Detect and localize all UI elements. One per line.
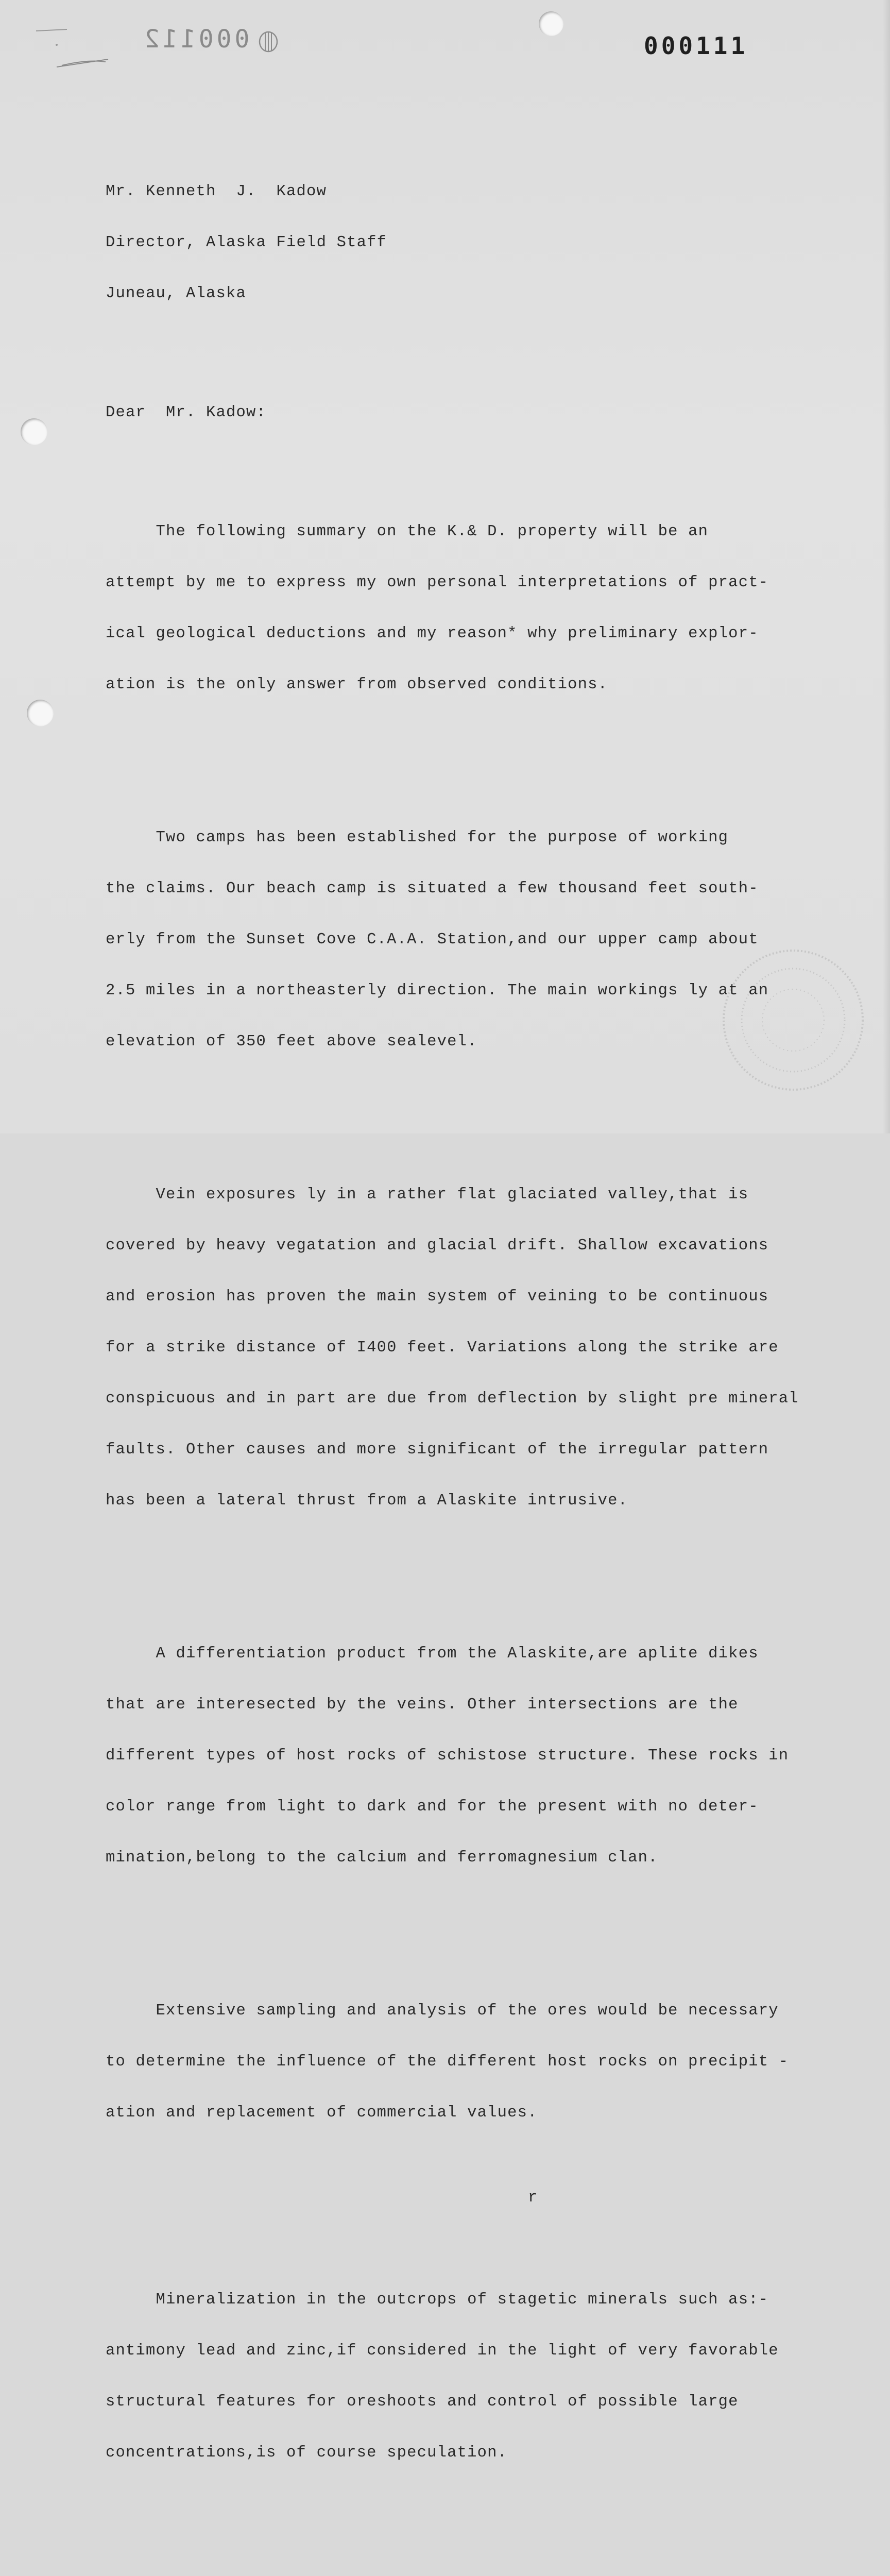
text-line: antimony lead and zinc,if considered in the light of very favorable <box>106 2342 779 2360</box>
text-line: conspicuous and in part are due from deflection by slight pre mineral <box>106 1390 799 1408</box>
text-line: Vein exposures ly in a rather flat glaciated valley,that is <box>106 1186 749 1204</box>
text-line: for a strike distance of I400 feet. Variations along the strike are <box>106 1339 779 1357</box>
recipient-address <box>106 149 827 336</box>
text-line: ical geological deductions and my reason* why preliminary explor- <box>106 625 759 642</box>
page-edge-shadow <box>883 0 890 1133</box>
paragraph-differentiation <box>106 1612 827 1901</box>
text-line: Extensive sampling and analysis of the ores would be necessary <box>106 2002 779 2020</box>
punch-hole-left-upper <box>21 418 47 445</box>
text-line: has been a lateral thrust from a Alaskite intrusive. <box>106 1492 628 1510</box>
page-number-stamp: 000111 <box>644 32 748 60</box>
bleed-through-page-number: 000112 <box>142 25 250 54</box>
text-line: concentrations,is of course speculation. <box>106 2444 508 2462</box>
text-line: covered by heavy vegatation and glacial drift. Shallow excavations <box>106 1237 769 1255</box>
paragraph-sampling <box>106 1969 827 2156</box>
punch-hole-top <box>539 11 563 36</box>
text-line: ation and replacement of commercial values. <box>106 2104 538 2122</box>
text-line: the claims. Our beach camp is situated a few thousand feet south- <box>106 880 759 897</box>
handwritten-insertion-mark: r <box>528 2189 538 2207</box>
text-line: that are interesected by the veins. Other intersections are the <box>106 1696 739 1714</box>
address-line: Mr. Kenneth J. Kadow <box>106 183 327 200</box>
paragraph-gunther-quote <box>106 2564 827 2576</box>
text-line: Mineralization in the outcrops of stagetic minerals such as:- <box>106 2291 769 2309</box>
paragraph-camps <box>106 795 827 1084</box>
salutation: Dear Mr. Kadow: <box>106 404 267 421</box>
address-line: Juneau, Alaska <box>106 285 247 302</box>
text-line: ation is the only answer from observed conditions. <box>106 676 608 693</box>
punch-hole-left-lower <box>27 700 54 726</box>
text-line: and erosion has proven the main system of veining to be continuous <box>106 1288 769 1306</box>
paragraph-mineralization <box>106 2258 827 2496</box>
paragraph-summary-intro <box>106 489 827 727</box>
text-line: mination,belong to the calcium and ferromagnesium clan. <box>106 1849 658 1867</box>
paragraph-vein-exposures <box>106 1153 827 1544</box>
text-line: A differentiation product from the Alaskite,are aplite dikes <box>106 1645 759 1663</box>
binder-ring-icon <box>258 30 279 54</box>
text-line: to determine the influence of the different host rocks on precipit - <box>106 2053 789 2071</box>
text-line: attempt by me to express my own personal interpretations of pract- <box>106 574 769 591</box>
address-line: Director, Alaska Field Staff <box>106 234 387 251</box>
text-line: elevation of 350 feet above sealevel. <box>106 1033 477 1050</box>
text-line: Two camps has been established for the purpose of working <box>106 829 729 846</box>
text-line: faults. Other causes and more significant of the irregular pattern <box>106 1441 769 1459</box>
text-line: structural features for oreshoots and control of possible large <box>106 2393 739 2411</box>
text-line: color range from light to dark and for the present with no deter- <box>106 1798 759 1816</box>
pencil-scribble-mark <box>31 23 113 70</box>
text-line: different types of host rocks of schistose structure. These rocks in <box>106 1747 789 1765</box>
letter-body <box>106 115 827 2576</box>
text-line: The following summary on the K.& D. property will be an <box>106 523 709 540</box>
text-line: 2.5 miles in a northeasterly direction. The main workings ly at an <box>106 982 769 999</box>
text-line: erly from the Sunset Cove C.A.A. Station,and our upper camp about <box>106 931 759 948</box>
